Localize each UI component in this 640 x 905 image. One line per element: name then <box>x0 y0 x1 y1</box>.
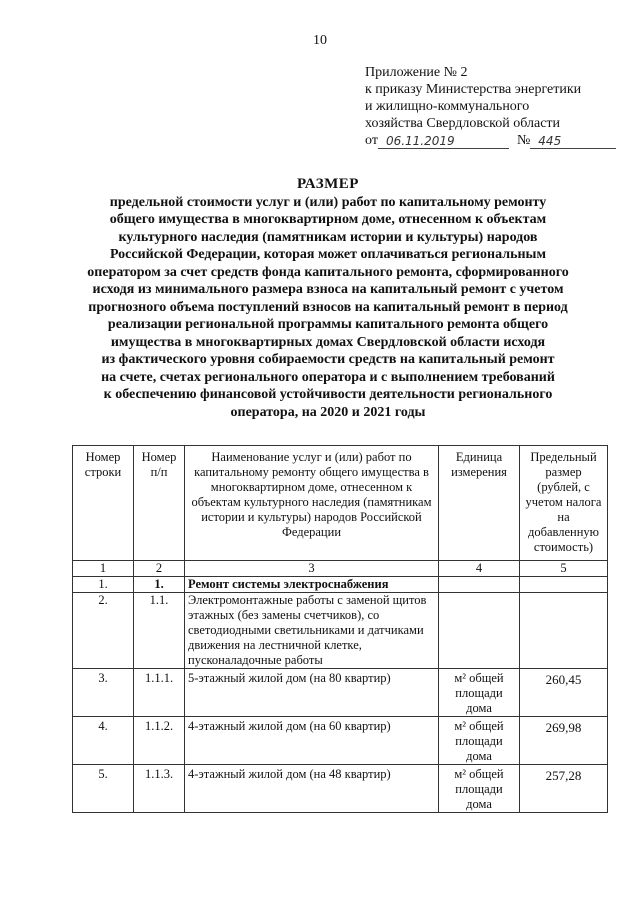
title-line: общего имущества в многоквартирном доме, отнесенном к объектам <box>109 212 547 227</box>
item-number: 1.1.3. <box>134 765 185 813</box>
item-unit <box>439 593 520 669</box>
document-title <box>78 176 578 421</box>
appendix-line: к приказу Министерства энергетики <box>365 82 582 97</box>
item-name: 5-этажный жилой дом (на 80 квартир) <box>185 669 439 717</box>
title-line: реализации региональной программы капитального ремонта общего <box>107 317 549 332</box>
title-line: культурного наследия (памятникам истории и культуры) народов <box>118 229 538 245</box>
table-row <box>73 717 608 765</box>
column-number-row <box>73 561 608 577</box>
item-unit: м² общей площади дома <box>439 765 520 813</box>
table-row <box>73 765 608 813</box>
row-number: 1. <box>73 577 134 593</box>
from-label: от <box>365 133 378 148</box>
item-unit: м² общей площади дома <box>439 717 520 765</box>
item-name: Электромонтажные работы с заменой щитов этажных (без замены счетчиков), со светодиодными светильниками и датчиками движения на лестничной клетке, пусконаладочные работы <box>185 593 439 669</box>
table-row <box>73 577 608 593</box>
item-price: 269,98 <box>520 717 608 765</box>
item-unit <box>439 577 520 593</box>
appendix-line: хозяйства Свердловской области <box>365 116 561 131</box>
number-label: № <box>516 133 531 148</box>
appendix-block <box>365 64 635 149</box>
order-date-number-row <box>365 132 635 149</box>
title-line: к обеспечению финансовой устойчивости деятельности регионального <box>103 387 553 402</box>
item-price: 257,28 <box>520 765 608 813</box>
item-number: 1.1.1. <box>134 669 185 717</box>
title-line: имущества в многоквартирных домах Свердловской области исходя <box>110 334 546 350</box>
title-heading: РАЗМЕР <box>297 176 359 192</box>
handwritten-number: 445 <box>530 134 616 149</box>
title-line: из фактического уровня собираемости средств на капитальный ремонт <box>101 352 555 367</box>
title-line: предельной стоимости услуг и (или) работ по капитальному ремонту <box>109 194 547 210</box>
item-unit: м² общей площади дома <box>439 669 520 717</box>
price-table <box>72 445 608 813</box>
item-name: 4-этажный жилой дом (на 60 квартир) <box>185 717 439 765</box>
appendix-line: Приложение № 2 <box>365 65 468 80</box>
item-name: Ремонт системы электроснабжения <box>185 577 439 593</box>
title-line: оператором за счет средств фонда капитального ремонта, сформированного <box>87 264 569 280</box>
header-item-number: Номер п/п <box>134 446 185 561</box>
column-number: 5 <box>520 561 608 577</box>
row-number: 3. <box>73 669 134 717</box>
header-row-number: Номер строки <box>73 446 134 561</box>
row-number: 5. <box>73 765 134 813</box>
title-line: Российской Федерации, которая может оплачиваться региональным <box>109 247 547 262</box>
item-number: 1. <box>134 577 185 593</box>
table-header-row <box>73 446 608 561</box>
item-price <box>520 577 608 593</box>
item-number: 1.1. <box>134 593 185 669</box>
column-number: 3 <box>185 561 439 577</box>
row-number: 4. <box>73 717 134 765</box>
header-unit: Единица измерения <box>439 446 520 561</box>
handwritten-date: 06.11.2019 <box>378 134 509 149</box>
table-row <box>73 593 608 669</box>
column-number: 1 <box>73 561 134 577</box>
header-name: Наименование услуг и (или) работ по капитальному ремонту общего имущества в многоквартирном доме, отнесенном к объектам культурного наследия (памятникам истории и культуры) народов Российской Федерации <box>185 446 439 561</box>
item-price: 260,45 <box>520 669 608 717</box>
title-line: оператора, на 2020 и 2021 годы <box>230 404 426 420</box>
appendix-line: и жилищно-коммунального <box>365 99 530 114</box>
item-price <box>520 593 608 669</box>
item-number: 1.1.2. <box>134 717 185 765</box>
item-name: 4-этажный жилой дом (на 48 квартир) <box>185 765 439 813</box>
title-line: на счете, счетах регионального оператора и с выполнением требований <box>101 369 555 385</box>
title-line: исходя из минимального размера взноса на капитальный ремонт с учетом <box>92 282 564 297</box>
page-number: 10 <box>313 33 327 48</box>
column-number: 2 <box>134 561 185 577</box>
table-row <box>73 669 608 717</box>
title-line: прогнозного объема поступлений взносов на капитальный ремонт в период <box>88 299 568 315</box>
header-price: Предельный размер (рублей, с учетом налога на добавленную стоимость) <box>520 446 608 561</box>
row-number: 2. <box>73 593 134 669</box>
column-number: 4 <box>439 561 520 577</box>
